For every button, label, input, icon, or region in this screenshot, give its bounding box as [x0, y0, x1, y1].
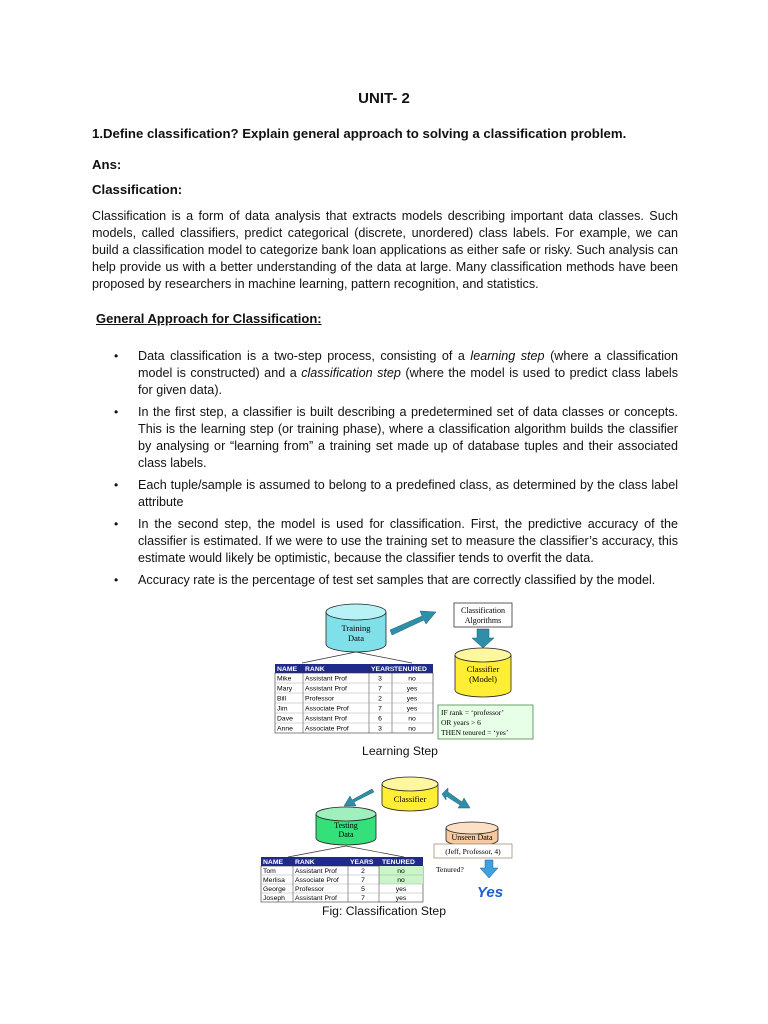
down-arrow-icon — [480, 860, 498, 878]
double-arrow-icon — [442, 788, 470, 808]
training-label-1: Training — [341, 623, 371, 633]
svg-text:no: no — [397, 868, 405, 875]
unseen-data-cylinder — [446, 822, 498, 846]
svg-text:George: George — [263, 886, 286, 893]
classifier-cylinder — [382, 777, 438, 811]
svg-text:yes: yes — [406, 695, 418, 703]
svg-text:Joseph: Joseph — [263, 895, 285, 902]
svg-text:yes: yes — [395, 895, 407, 902]
svg-text:3: 3 — [378, 725, 382, 733]
classifier-label-1: Classifier — [466, 664, 500, 674]
arrow-icon — [390, 611, 436, 635]
table-header-cell: YEARS — [350, 859, 374, 866]
algorithms-label-1: Classification — [461, 606, 505, 615]
svg-text:7: 7 — [378, 705, 382, 713]
bullet-item: • In the second step, the model is used for classification. First, the predictive accuracy of the classifier is estimated. If we were to use the training set to measure the classifier’s accuracy, this estimate would likely be optimistic, because the classifier tends to overfit the data. — [114, 517, 678, 565]
general-approach-heading: General Approach for Classification: — [96, 311, 322, 326]
unseen-label: Unseen Data — [451, 833, 493, 842]
svg-text:2: 2 — [378, 695, 382, 703]
svg-text:7: 7 — [361, 895, 365, 902]
table-header-cell: NAME — [277, 666, 298, 673]
testing-table — [261, 857, 423, 902]
svg-text:Mary: Mary — [277, 685, 293, 693]
classifier-label-2: (Model) — [469, 674, 497, 684]
svg-text:2: 2 — [361, 868, 365, 875]
tuple-label: (Jeff, Professor, 4) — [445, 847, 501, 856]
table-header-cell: YEARS — [371, 666, 395, 673]
rule-line-1: IF rank = ‘professor’ — [441, 708, 505, 717]
arrow-icon — [344, 789, 374, 806]
testing-data-cylinder — [316, 807, 376, 845]
svg-text:Assistant Prof: Assistant Prof — [305, 675, 347, 683]
svg-text:Associate Prof: Associate Prof — [295, 877, 339, 884]
learning-step-caption: Learning Step — [362, 744, 438, 758]
algorithms-label-2: Algorithms — [464, 616, 502, 625]
bullet-item: • Each tuple/sample is assumed to belong to a predefined class, as determined by the class label attribute — [114, 478, 678, 509]
svg-text:Bill: Bill — [277, 695, 287, 703]
classification-step-figure — [258, 772, 518, 906]
learning-step-figure — [272, 600, 536, 744]
classification-step-caption: Fig: Classification Step — [322, 904, 446, 918]
unseen-tuple-box — [434, 844, 512, 858]
svg-text:Anne: Anne — [277, 725, 293, 733]
bullet-item: • Accuracy rate is the percentage of test set samples that are correctly classified by the model. — [114, 573, 656, 587]
classification-heading: Classification: — [92, 182, 183, 197]
svg-text:3: 3 — [378, 675, 382, 683]
training-table — [275, 664, 433, 733]
svg-text:Professor: Professor — [295, 886, 325, 893]
rule-box — [438, 705, 533, 739]
svg-text:yes: yes — [406, 705, 418, 713]
bullet-icon: • — [114, 349, 119, 363]
svg-text:7: 7 — [378, 685, 382, 693]
svg-text:Assistant Prof: Assistant Prof — [295, 895, 337, 902]
training-data-cylinder — [326, 604, 386, 652]
svg-text:Assistant Prof: Assistant Prof — [305, 685, 347, 693]
bullet-item: • Data classification is a two-step process, consisting of a learning step (where a classification model is constructed) and a classification step (where the model is used to predict class labels for given data). — [114, 349, 678, 397]
classifier-label: Classifier — [393, 794, 427, 804]
classification-paragraph: Classification is a form of data analysis that extracts models describing important data classes. Such models, called classifiers, predict categorical (discrete, unordered) class labels. For example, we can build a classification model to categorize bank loan applications as either safe or risky. Such analysis can help provide us with a better understanding of the data at large. Many classification methods have been proposed by researchers in machine learning, pattern recognition, and statistics. — [92, 209, 678, 291]
table-header-cell: RANK — [305, 666, 325, 673]
svg-text:yes: yes — [395, 886, 407, 893]
question-heading: 1.Define classification? Explain general approach to solving a classification problem. — [92, 126, 627, 141]
page-title: UNIT- 2 — [358, 90, 410, 107]
bullet-icon: • — [114, 478, 119, 492]
table-header-cell: TENURED — [394, 666, 427, 673]
svg-text:Assistant Prof: Assistant Prof — [305, 715, 347, 723]
table-header-cell: NAME — [263, 859, 284, 866]
svg-text:Assistant Prof: Assistant Prof — [295, 868, 337, 875]
svg-text:Tom: Tom — [263, 868, 276, 875]
svg-text:5: 5 — [361, 886, 365, 893]
svg-text:no: no — [408, 715, 416, 723]
bullet-item: • In the first step, a classifier is built describing a predetermined set of data classes or concepts. This is the learning step (or training phase), where a classification algorithm builds the classifier by analysing or “learning from” a training set made up of database tuples and their associated class labels. — [114, 405, 678, 470]
svg-text:Merlisa: Merlisa — [263, 877, 285, 884]
classifier-model-cylinder — [455, 648, 511, 697]
svg-text:Mike: Mike — [277, 675, 292, 683]
testing-label-2: Data — [338, 830, 354, 839]
bullet-icon: • — [114, 405, 119, 419]
rule-line-2: OR years > 6 — [441, 718, 481, 727]
svg-text:6: 6 — [378, 715, 382, 723]
classification-algorithms-box — [454, 603, 512, 627]
down-arrow-icon — [472, 629, 494, 648]
rule-line-3: THEN tenured = ‘yes’ — [441, 728, 509, 737]
table-header-cell: RANK — [295, 859, 315, 866]
svg-text:Dave: Dave — [277, 715, 293, 723]
approach-bullet-list — [92, 348, 678, 594]
table-header-cell: TENURED — [382, 859, 415, 866]
answer-yes: Yes — [476, 884, 504, 901]
tenured-question: Tenured? — [436, 865, 464, 874]
svg-text:Professor: Professor — [305, 695, 335, 703]
svg-text:no: no — [397, 877, 405, 884]
svg-text:7: 7 — [361, 877, 365, 884]
svg-text:no: no — [408, 725, 416, 733]
svg-text:Jim: Jim — [277, 705, 288, 713]
svg-text:Associate Prof: Associate Prof — [305, 725, 349, 733]
training-label-2: Data — [347, 633, 365, 643]
svg-text:yes: yes — [406, 685, 418, 693]
testing-label-1: Testing — [334, 821, 358, 830]
svg-text:Associate Prof: Associate Prof — [305, 705, 349, 713]
answer-label: Ans: — [92, 157, 122, 172]
bullet-icon: • — [114, 517, 119, 531]
bullet-icon: • — [114, 573, 119, 587]
svg-text:no: no — [408, 675, 416, 683]
